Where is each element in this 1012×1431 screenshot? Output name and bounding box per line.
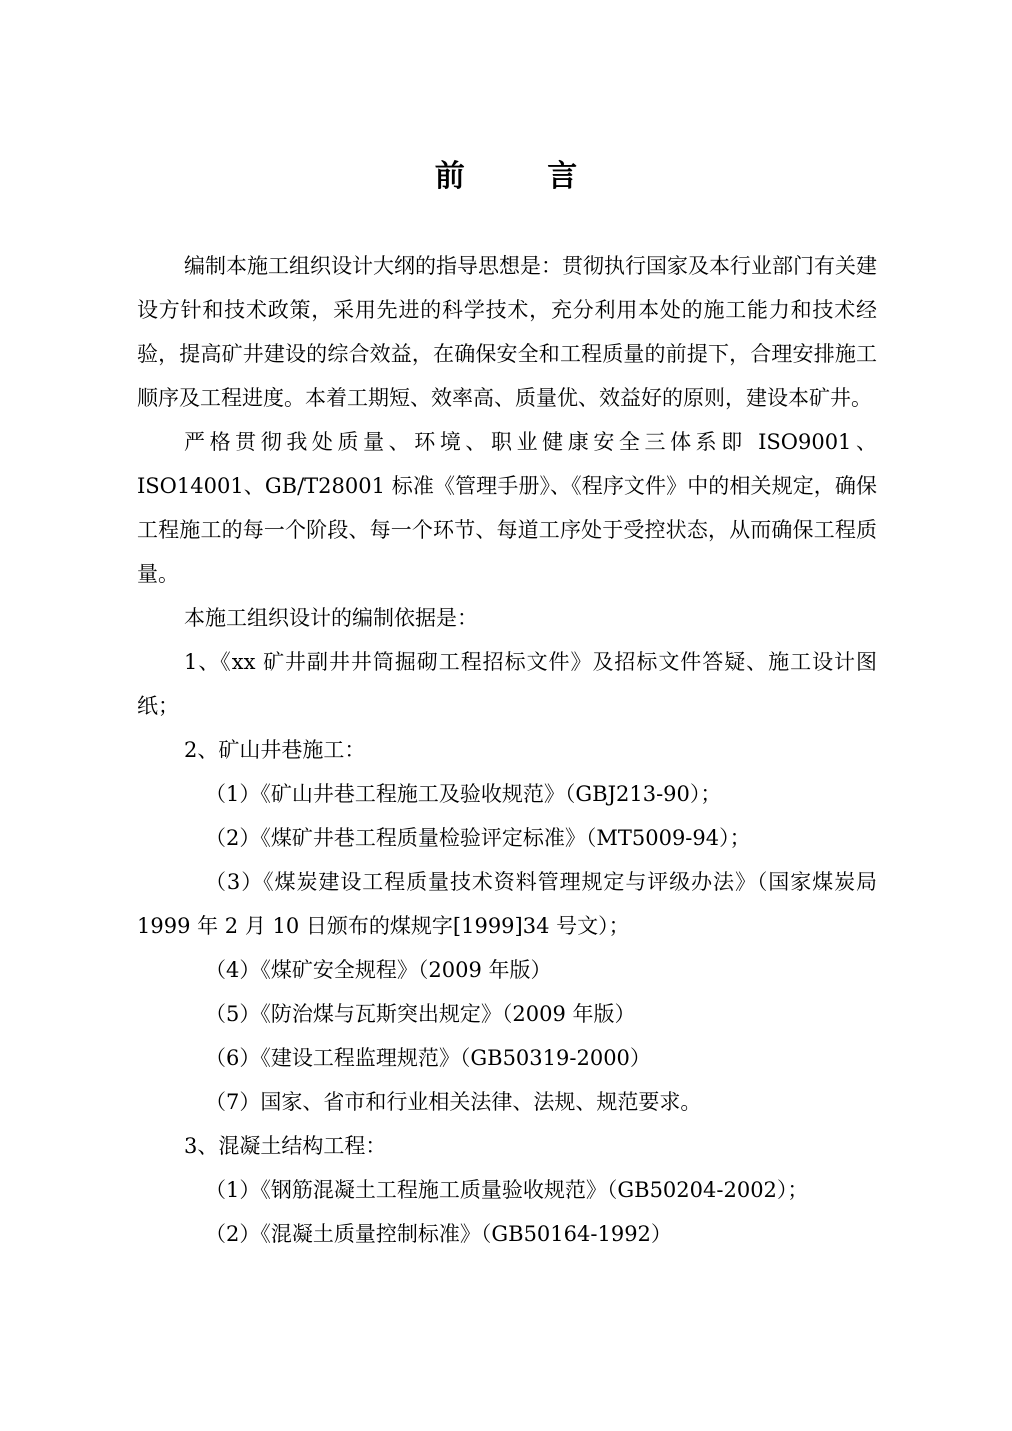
list-subitem-2-4: （4）《煤矿安全规程》（2009 年版） [205,958,552,982]
list-subitem-2-3: （3）《煤炭建设工程质量技术资料管理规定与评级办法》（国家煤炭局 1999 年 2 月 10 日颁布的煤规字[1999]34 号文）； [137,870,877,938]
list-subitem-3-2: （2）《混凝土质量控制标准》（GB50164-1992） [205,1222,672,1246]
paragraph-quality-system: 严格贯彻我处质量、环境、职业健康安全三体系即 ISO9001、ISO14001、GB/T28001 标准《管理手册》、《程序文件》中的相关规定，确保工程施工的每一个阶段、每一个环节、每道工序处于受控状态，从而确保工程质量。 [137,430,877,586]
list-subitem-2-2: （2）《煤矿井巷工程质量检验评定标准》（MT5009-94）； [205,826,751,850]
list-subitem-2-5: （5）《防治煤与瓦斯突出规定》（2009 年版） [205,1002,636,1026]
document-body [137,244,877,1256]
list-item-1: 1、《xx 矿井副井井筒掘砌工程招标文件》及招标文件答疑、施工设计图纸； [137,650,877,718]
list-subitem-2-6: （6）《建设工程监理规范》（GB50319-2000） [205,1046,651,1070]
page-title: 前 言 [434,159,614,194]
list-item-2: 2、矿山井巷施工： [184,738,366,762]
list-item-3: 3、混凝土结构工程： [184,1134,387,1158]
list-subitem-2-1: （1）《矿山井巷工程施工及验收规范》（GBJ213-90）； [205,782,722,806]
paragraph-basis-intro: 本施工组织设计的编制依据是： [184,606,478,630]
list-subitem-2-7: （7）国家、省市和行业相关法律、法规、规范要求。 [205,1090,702,1114]
paragraph-guiding-ideas: 编制本施工组织设计大纲的指导思想是：贯彻执行国家及本行业部门有关建设方针和技术政策，采用先进的科学技术，充分利用本处的施工能力和技术经验，提高矿井建设的综合效益，在确保安全和工程质量的前提下，合理安排施工顺序及工程进度。本着工期短、效率高、质量优、效益好的原则，建设本矿井。 [137,254,877,410]
list-subitem-3-1: （1）《钢筋混凝土工程施工质量验收规范》（GB50204-2002）； [205,1178,809,1202]
